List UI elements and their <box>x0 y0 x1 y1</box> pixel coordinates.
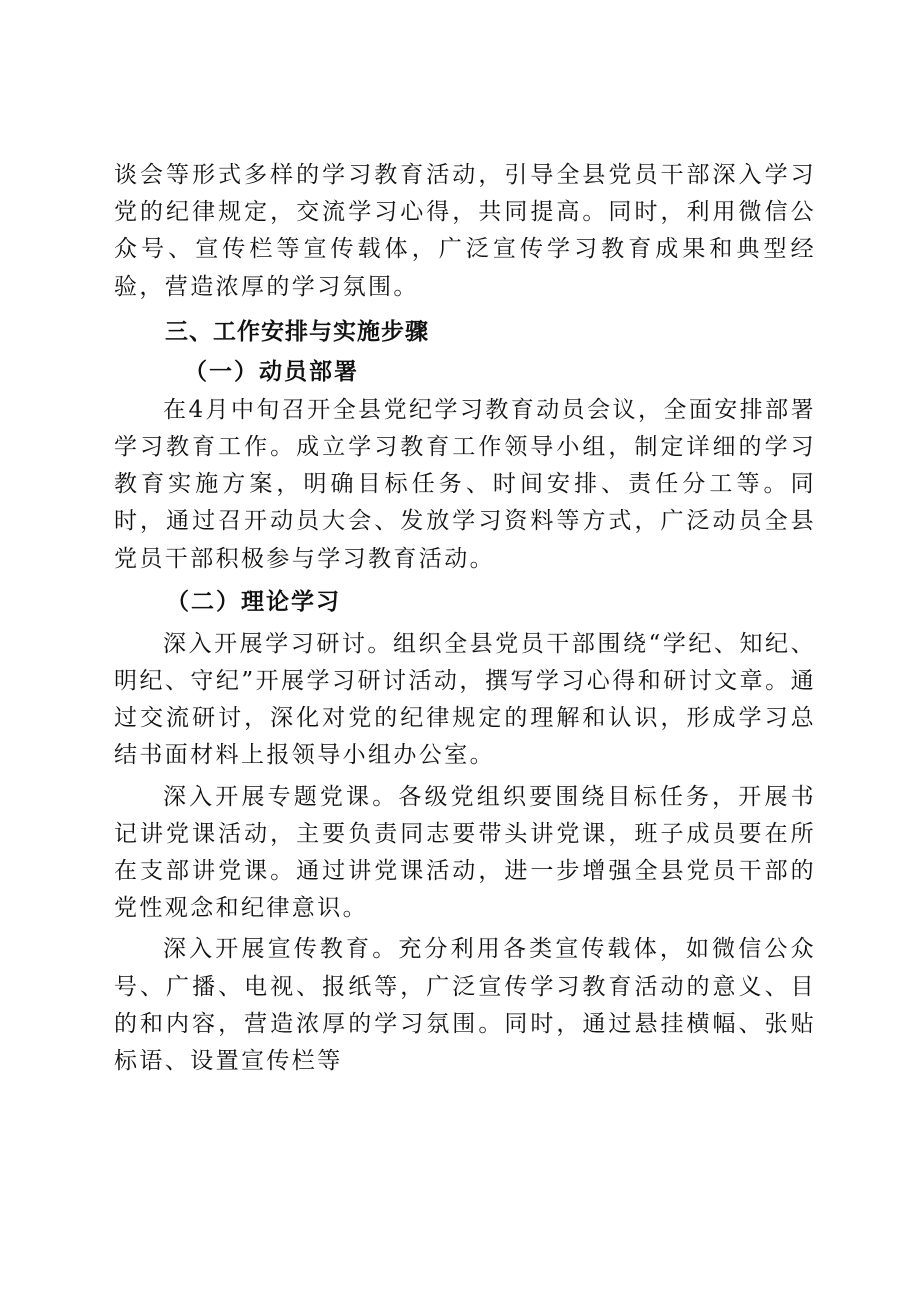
subsection-heading: （二）理论学习 <box>166 587 341 615</box>
document-body <box>114 157 816 1080</box>
subsection-heading: （一）动员部署 <box>184 357 359 385</box>
body-paragraph: 深入开展学习研讨。组织全县党员干部围绕“学纪、知纪、明纪、守纪”开展学习研讨活动，撰写学习心得和研讨文章。通过交流研讨，深化对党的纪律规定的理解和认识，形成学习总结书面材料上报领导小组办公室。 <box>114 630 816 769</box>
body-paragraph: 深入开展宣传教育。充分利用各类宣传载体，如微信公众号、广播、电视、报纸等，广泛宣传学习教育活动的意义、目的和内容，营造浓厚的学习氛围。同时，通过悬挂横幅、张贴标语、设置宣传栏等 <box>114 936 816 1075</box>
body-paragraph: 深入开展专题党课。各级党组织要围绕目标任务，开展书记讲党课活动，主要负责同志要带头讲党课，班子成员要在所在支部讲党课。通过讲党课活动，进一步增强全县党员干部的党性观念和纪律意识。 <box>114 783 816 922</box>
section-heading: 三、工作安排与实施步骤 <box>165 318 429 345</box>
continued-paragraph: 谈会等形式多样的学习教育活动，引导全县党员干部深入学习党的纪律规定，交流学习心得，共同提高。同时，利用微信公众号、宣传栏等宣传载体，广泛宣传学习教育成果和典型经验，营造浓厚的学习氛围。 <box>114 162 816 300</box>
body-paragraph: 在4月中旬召开全县党纪学习教育动员会议，全面安排部署学习教育工作。成立学习教育工作领导小组，制定详细的学习教育实施方案，明确目标任务、时间安排、责任分工等。同时，通过召开动员大会、发放学习资料等方式，广泛动员全县党员干部积极参与学习教育活动。 <box>114 396 816 572</box>
